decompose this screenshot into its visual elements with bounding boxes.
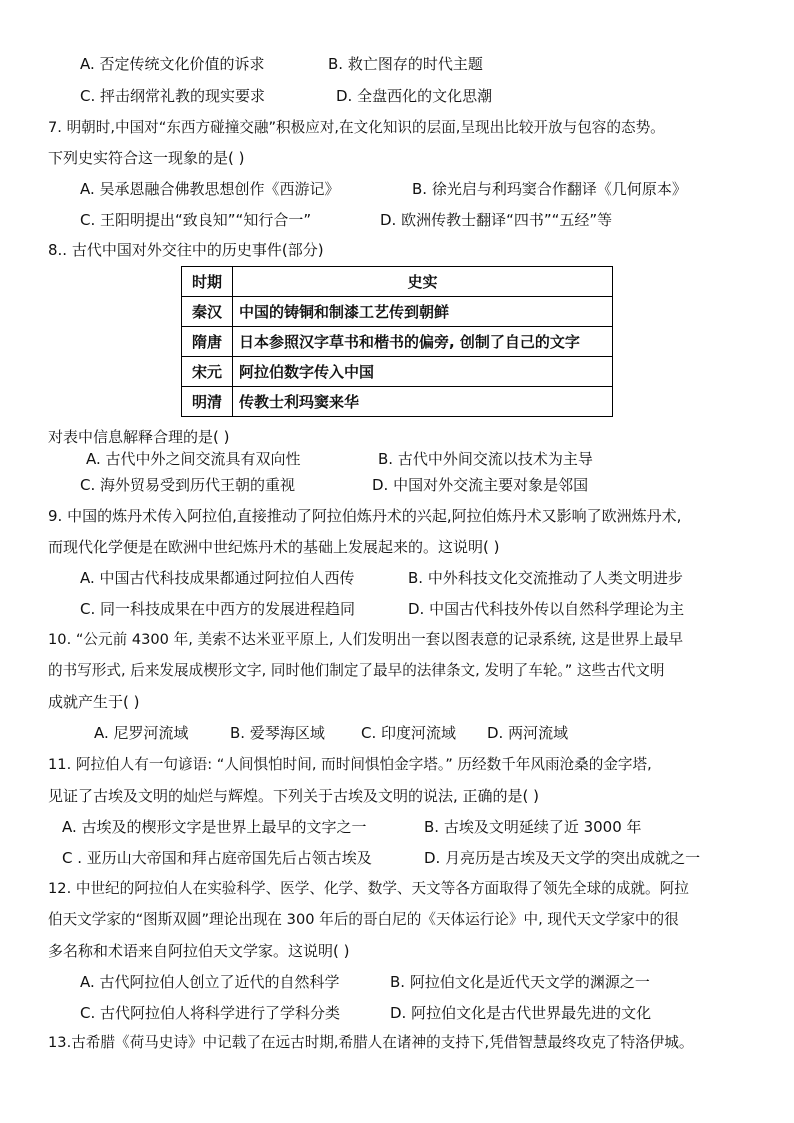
q10-stem-line2: 的书写形式, 后来发展成楔形文字, 同时他们制定了最早的法律条文, 发明了车轮。” 这些古代文明 bbox=[48, 662, 665, 679]
q11-stem-line1: 11. 阿拉伯人有一句谚语: “人间惧怕时间, 而时间惧怕金字塔。” 历经数千年风雨沧桑的金字塔, bbox=[48, 756, 652, 773]
q7-option-b: B. 徐光启与利玛窦合作翻译《几何原本》 bbox=[412, 180, 687, 198]
q7-option-d: D. 欧洲传教士翻译“四书”“五经”等 bbox=[380, 211, 613, 229]
q12-stem-line1: 12. 中世纪的阿拉伯人在实验科学、医学、化学、数学、天文等各方面取得了领先全球的成就。阿拉 bbox=[48, 880, 689, 897]
history-events-table bbox=[181, 266, 613, 417]
q7-option-a: A. 吴承恩融合佛教思想创作《西游记》 bbox=[80, 180, 340, 198]
q9-option-b: B. 中外科技文化交流推动了人类文明进步 bbox=[408, 569, 683, 587]
table-row bbox=[182, 327, 613, 357]
table-cell-period: 宋元 bbox=[182, 357, 233, 387]
q6-option-d: D. 全盘西化的文化思潮 bbox=[336, 87, 493, 105]
q10-option-c: C. 印度河流域 bbox=[361, 724, 457, 742]
q11-option-b: B. 古埃及文明延续了近 3000 年 bbox=[424, 818, 642, 836]
q8-stem: 8.. 古代中国对外交往中的历史事件(部分) bbox=[48, 241, 324, 259]
table-row bbox=[182, 297, 613, 327]
q8-question: 对表中信息解释合理的是( ) bbox=[48, 428, 230, 446]
q8-option-b: B. 古代中外间交流以技术为主导 bbox=[378, 450, 593, 468]
table-row bbox=[182, 387, 613, 417]
q7-stem-line2: 下列史实符合这一现象的是( ) bbox=[48, 149, 245, 167]
q7-stem-line1: 7. 明朝时,中国对“东西方碰撞交融”积极应对,在文化知识的层面,呈现出比较开放与包容的态势。 bbox=[48, 119, 665, 136]
q10-option-d: D. 两河流域 bbox=[487, 724, 569, 742]
q11-option-a: A. 古埃及的楔形文字是世界上最早的文字之一 bbox=[62, 818, 367, 836]
q9-option-d: D. 中国古代科技外传以自然科学理论为主 bbox=[408, 600, 685, 618]
q12-option-d: D. 阿拉伯文化是古代世界最先进的文化 bbox=[390, 1004, 652, 1022]
q12-option-a: A. 古代阿拉伯人创立了近代的自然科学 bbox=[80, 973, 340, 991]
q6-option-a: A. 否定传统文化价值的诉求 bbox=[80, 55, 265, 73]
table-cell-fact: 阿拉伯数字传入中国 bbox=[233, 357, 613, 387]
table-cell-period: 隋唐 bbox=[182, 327, 233, 357]
q11-option-c: C . 亚历山大帝国和拜占庭帝国先后占领古埃及 bbox=[62, 849, 372, 867]
q9-option-a: A. 中国古代科技成果都通过阿拉伯人西传 bbox=[80, 569, 355, 587]
q6-option-c: C. 抨击纲常礼教的现实要求 bbox=[80, 87, 266, 105]
q8-option-a: A. 古代中外之间交流具有双向性 bbox=[86, 450, 301, 468]
table-header-period: 时期 bbox=[182, 267, 233, 297]
table-header-fact: 史实 bbox=[233, 267, 613, 297]
q10-stem-line1: 10. “公元前 4300 年, 美索不达米亚平原上, 人们发明出一套以图表意的记录系统, 这是世界上最早 bbox=[48, 631, 684, 648]
q12-option-b: B. 阿拉伯文化是近代天文学的渊源之一 bbox=[390, 973, 650, 991]
q6-option-b: B. 救亡图存的时代主题 bbox=[328, 55, 483, 73]
table-header-row bbox=[182, 267, 613, 297]
q13-stem-line1: 13.古希腊《荷马史诗》中记载了在远古时期,希腊人在诸神的支持下,凭借智慧最终攻克了特洛伊城。 bbox=[48, 1034, 694, 1051]
q9-stem-line2: 而现代化学便是在欧洲中世纪炼丹术的基础上发展起来的。这说明( ) bbox=[48, 538, 500, 556]
q9-option-c: C. 同一科技成果在中西方的发展进程趋同 bbox=[80, 600, 356, 618]
table-cell-period: 明清 bbox=[182, 387, 233, 417]
q12-stem-line2: 伯天文学家的“图斯双圆”理论出现在 300 年后的哥白尼的《天体运行论》中, 现代天文学家中的很 bbox=[48, 911, 679, 928]
q12-stem-line3: 多名称和术语来自阿拉伯天文学家。这说明( ) bbox=[48, 942, 350, 960]
q10-stem-line3: 成就产生于( ) bbox=[48, 693, 140, 711]
table-cell-period: 秦汉 bbox=[182, 297, 233, 327]
table-row bbox=[182, 357, 613, 387]
q10-option-b: B. 爱琴海区域 bbox=[230, 724, 325, 742]
q12-option-c: C. 古代阿拉伯人将科学进行了学科分类 bbox=[80, 1004, 341, 1022]
q10-option-a: A. 尼罗河流域 bbox=[94, 724, 189, 742]
q11-option-d: D. 月亮历是古埃及天文学的突出成就之一 bbox=[424, 849, 701, 867]
table-cell-fact: 日本参照汉字草书和楷书的偏旁, 创制了自己的文字 bbox=[233, 327, 613, 357]
table-cell-fact: 传教士利玛窦来华 bbox=[233, 387, 613, 417]
q7-option-c: C. 王阳明提出“致良知”“知行合一” bbox=[80, 211, 312, 229]
table-cell-fact: 中国的铸铜和制漆工艺传到朝鲜 bbox=[233, 297, 613, 327]
q8-option-c: C. 海外贸易受到历代王朝的重视 bbox=[80, 476, 296, 494]
q9-stem-line1: 9. 中国的炼丹术传入阿拉伯,直接推动了阿拉伯炼丹术的兴起,阿拉伯炼丹术又影响了欧洲炼丹术, bbox=[48, 507, 682, 525]
q11-stem-line2: 见证了古埃及文明的灿烂与辉煌。下列关于古埃及文明的说法, 正确的是( ) bbox=[48, 787, 540, 805]
q8-option-d: D. 中国对外交流主要对象是邻国 bbox=[372, 476, 589, 494]
